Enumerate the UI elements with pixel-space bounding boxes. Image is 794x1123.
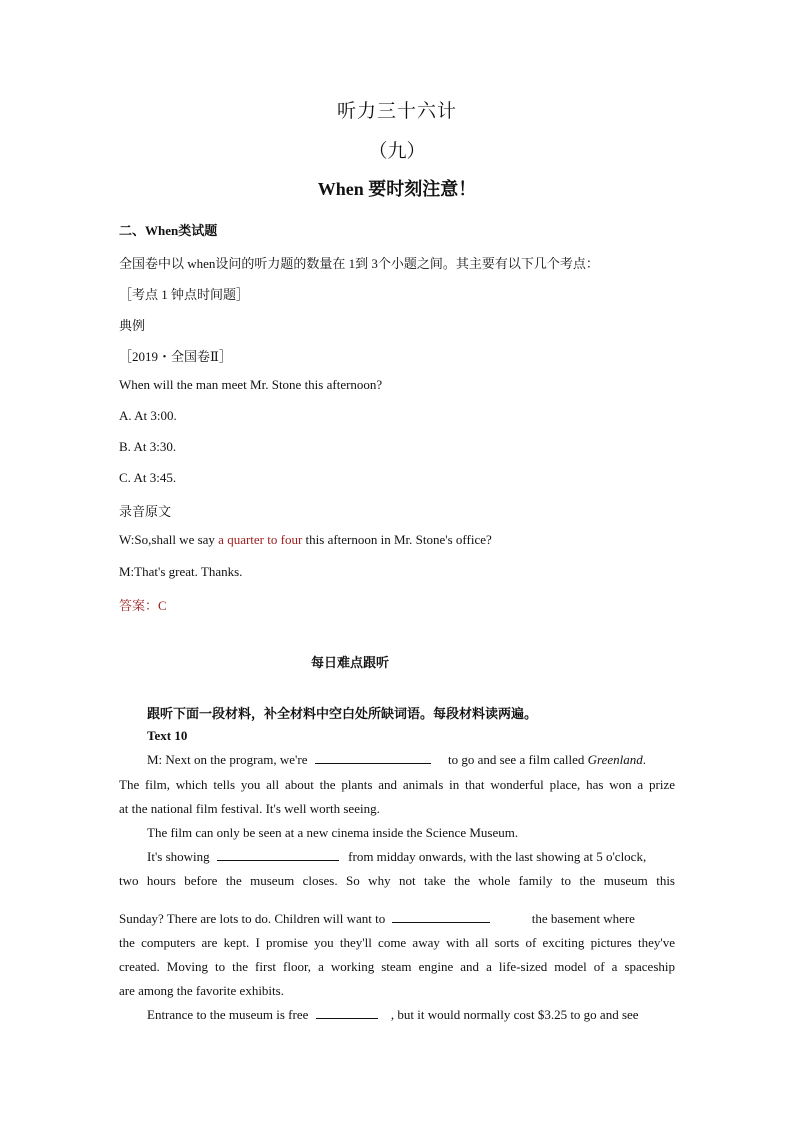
transcript-w-suffix: this afternoon in Mr. Stone's office?: [302, 532, 492, 547]
passage-line: The film, which tells you all about the plants and animals in that wonderful place, has won a prize: [119, 777, 675, 792]
passage-line: are among the favorite exhibits.: [119, 983, 284, 998]
example-label: 典例: [119, 318, 146, 333]
passage-text: the basement where: [531, 911, 635, 926]
passage-line: the computers are kept. I promise you they'll come away with all sorts of exciting pictures they've: [119, 935, 675, 950]
question-text: When will the man meet Mr. Stone this afternoon?: [119, 377, 383, 392]
passage-text: Sunday? There are lots to do. Children will want to: [119, 911, 386, 926]
passage-text: to go and see a film called: [447, 752, 585, 767]
passage-line: [119, 911, 675, 927]
transcript-w-prefix: W:So,shall we say: [119, 532, 219, 547]
film-title: Greenland: [587, 752, 643, 767]
passage-text: M: Next on the program, we're: [147, 752, 308, 767]
exam-point: ［考点 1 钟点时间题］: [119, 287, 250, 302]
passage-text: from midday onwards, with the last showing at 5 o'clock,: [348, 849, 647, 864]
answer-line: [119, 595, 167, 614]
transcript-label: 录音原文: [119, 504, 172, 519]
transcript-w-highlight: a quarter to four: [218, 532, 303, 547]
passage-line: [119, 1007, 675, 1023]
daily-instruction: 跟听下面一段材料，补全材料中空白处所缺词语。每段材料读两遍。: [147, 706, 538, 721]
fill-blank-1[interactable]: [315, 753, 431, 764]
passage-text: Entrance to the museum is free: [147, 1007, 309, 1022]
passage-line: [119, 752, 675, 768]
passage-text: It's showing: [147, 849, 210, 864]
passage-text: .: [642, 752, 647, 767]
option-c: C. At 3:45.: [119, 470, 177, 485]
page-subtitle: （九）: [368, 141, 426, 162]
transcript-woman: [119, 532, 492, 548]
fill-blank-3[interactable]: [392, 912, 490, 923]
transcript-man: M:That's great. Thanks.: [119, 564, 243, 579]
option-b: B. At 3:30.: [119, 439, 177, 454]
answer-label: 答案：: [119, 598, 159, 613]
fill-blank-4[interactable]: [316, 1008, 378, 1019]
example-source: ［2019・全国卷Ⅱ］: [119, 349, 232, 364]
fill-blank-2[interactable]: [217, 850, 339, 861]
answer-value: C: [158, 598, 167, 613]
passage-line: The film can only be seen at a new cinema inside the Science Museum.: [147, 825, 519, 840]
section-intro: 全国卷中以 when设问的听力题的数量在 1到 3个小题之间。其主要有以下几个考点：: [119, 256, 599, 271]
passage-line: created. Moving to the first floor, a working steam engine and a life-sized model of a spaceship: [119, 959, 675, 974]
option-a: A. At 3:00.: [119, 408, 177, 423]
passage-line: at the national film festival. It's well worth seeing.: [119, 801, 380, 816]
page-headline: When 要时刻注意！: [317, 179, 477, 199]
daily-heading: 每日难点跟听: [310, 655, 389, 670]
text-label: Text 10: [147, 728, 188, 743]
passage-text: , but it would normally cost $3.25 to go and see: [390, 1007, 639, 1022]
passage-line: two hours before the museum closes. So why not take the whole family to the museum this: [119, 873, 675, 888]
passage-line: [119, 849, 675, 865]
page-title: 听力三十六计: [336, 101, 457, 122]
section-heading: 二、When类试题: [119, 223, 218, 238]
